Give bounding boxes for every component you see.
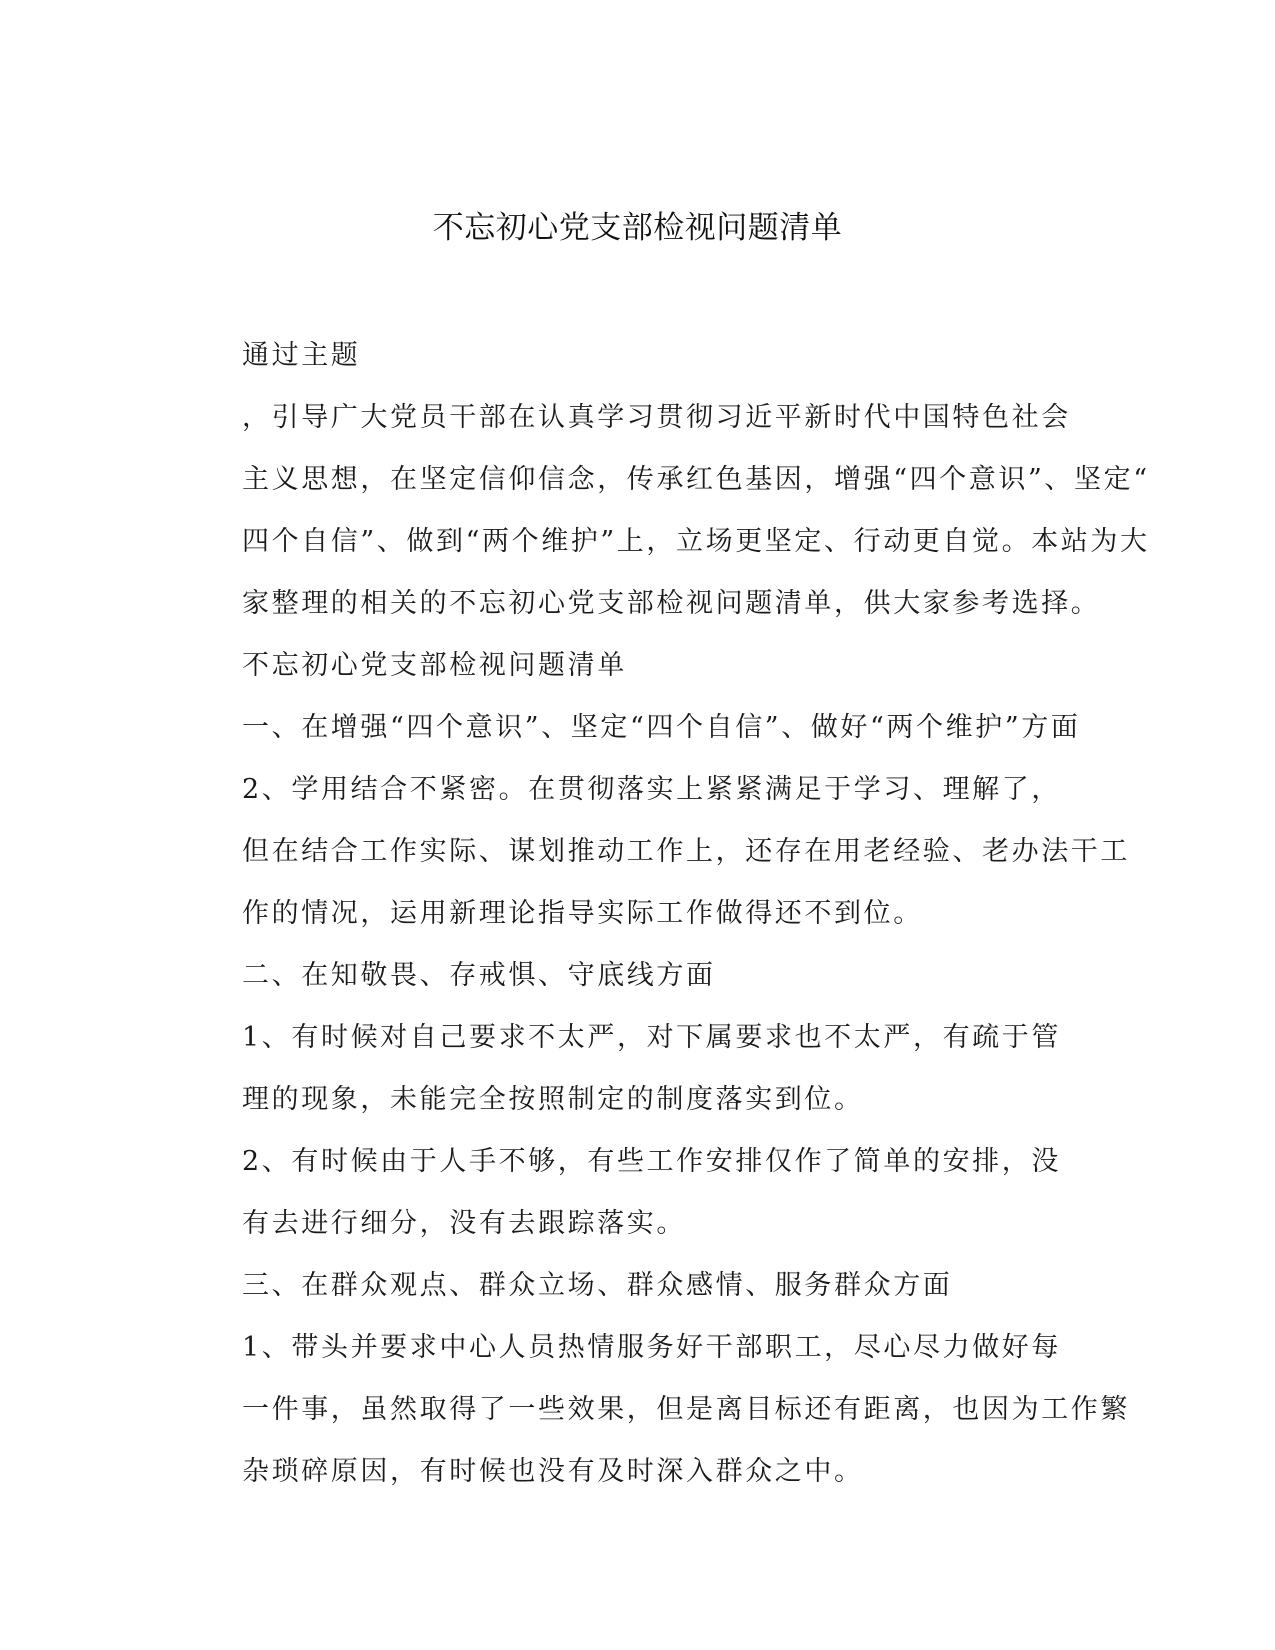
text-line: 1、带头并要求中心人员热情服务好干部职工，尽心尽力做好每: [242, 1332, 1061, 1363]
paragraph: [188, 1007, 1088, 1131]
text-line: 2、学用结合不紧密。在贯彻落实上紧紧满足于学习、理解了，: [242, 774, 1061, 805]
text-line: 不忘初心党支部检视问题清单: [242, 650, 627, 681]
text-line: 作的情况，运用新理论指导实际工作做得还不到位。: [242, 898, 923, 929]
paragraph: [188, 759, 1130, 945]
text-line: 理的现象，未能完全按照制定的制度落实到位。: [242, 1084, 864, 1115]
paragraph: [188, 1255, 1088, 1317]
text-line: 一件事，虽然取得了一些效果，但是离目标还有距离，也因为工作繁: [242, 1394, 1130, 1425]
text-line: 主义思想，在坚定信仰信念，传承红色基因，增强“四个意识”、坚定“: [242, 464, 1150, 495]
text-line: 通过主题: [242, 340, 361, 371]
text-line: 家整理的相关的不忘初心党支部检视问题清单，供大家参考选择。: [242, 588, 1101, 619]
document-title: 不忘初心党支部检视问题清单: [432, 210, 843, 246]
paragraph: [188, 387, 1150, 635]
paragraph: [188, 945, 1088, 1007]
paragraph: [188, 1131, 1088, 1255]
text-line: 二、在知敬畏、存戒惧、守底线方面: [242, 960, 716, 991]
text-line: 一、在增强“四个意识”、坚定“四个自信”、做好“两个维护”方面: [242, 712, 1081, 743]
text-line: 但在结合工作实际、谋划推动工作上，还存在用老经验、老办法干工: [242, 836, 1130, 867]
text-line: ，引导广大党员干部在认真学习贯彻习近平新时代中国特色社会: [242, 402, 1071, 433]
paragraph: [188, 697, 1088, 759]
text-line: 有去进行细分，没有去跟踪落实。: [242, 1208, 686, 1239]
paragraph: [188, 325, 1088, 387]
paragraph: [188, 1317, 1130, 1503]
text-line: 三、在群众观点、群众立场、群众感情、服务群众方面: [242, 1270, 953, 1301]
text-line: 四个自信”、做到“两个维护”上，立场更坚定、行动更自觉。本站为大: [242, 526, 1150, 557]
paragraph: [188, 635, 1088, 697]
text-line: 2、有时候由于人手不够，有些工作安排仅作了简单的安排，没: [242, 1146, 1061, 1177]
text-line: 杂琐碎原因，有时候也没有及时深入群众之中。: [242, 1456, 864, 1487]
document-body: [188, 325, 1150, 1503]
text-line: 1、有时候对自己要求不太严，对下属要求也不太严，有疏于管: [242, 1022, 1061, 1053]
